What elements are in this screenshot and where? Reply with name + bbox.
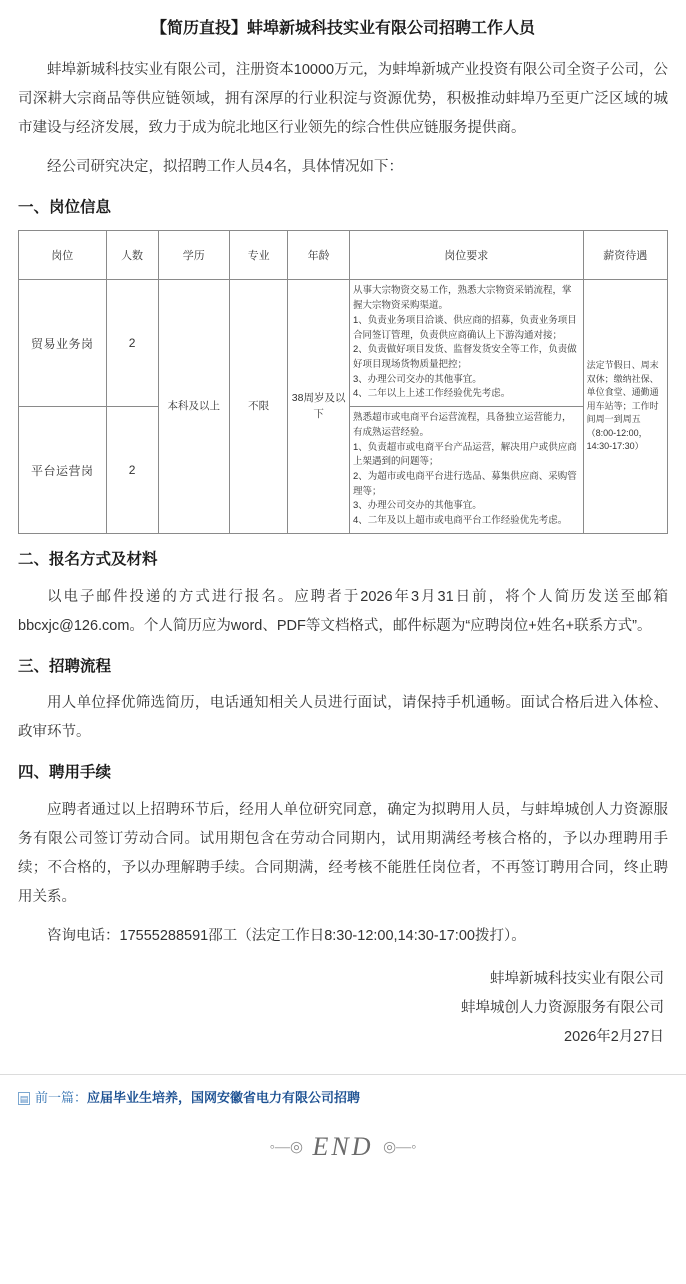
- requirement-line: 3、办理公司交办的其他事宜。: [352, 373, 482, 385]
- previous-article-link[interactable]: 应届毕业生培养，国网安徽省电力有限公司招聘: [87, 1090, 361, 1106]
- cell-salary: 法定节假日、周末双休；缴纳社保、单位食堂、通勤通用车站等；工作时间周一到周五（8:00-12:00，14:30-17:30）: [583, 280, 667, 534]
- intro-paragraph-2: 经公司研究决定，拟招聘工作人员4名，具体情况如下：: [47, 158, 404, 175]
- header-age: 年龄: [288, 231, 350, 280]
- cell-post-1: 贸易业务岗: [19, 280, 107, 407]
- cell-major: 不限: [229, 280, 287, 534]
- signature-date: 2026年2月27日: [564, 1029, 664, 1046]
- cell-post-2: 平台运营岗: [19, 407, 107, 534]
- section-heading-hire: 四、聘用手续: [18, 764, 112, 782]
- process-paragraph: 用人单位择优筛选简历，电话通知相关人员进行面试，请保持手机通畅。面试合格后进入体检、政审环节。: [18, 695, 668, 741]
- requirement-line: 2、为超市或电商平台进行选品、募集供应商、采购管理等；: [352, 471, 577, 497]
- previous-article-bar[interactable]: [0, 1074, 686, 1112]
- signature-company-1: 蚌埠新城科技实业有限公司: [490, 971, 664, 988]
- document-icon: ▤: [19, 1094, 29, 1105]
- section-heading-apply: 二、报名方式及材料: [18, 550, 158, 568]
- cell-requirements-1: [349, 280, 583, 407]
- hire-paragraph: 应聘者通过以上招聘环节后，经用人单位研究同意，确定为拟聘用人员，与蚌埠城创人力资源服务有限公司签订劳动合同。试用期包含在劳动合同期内，试用期满经考核合格的，予以办理聘用手续；不合格的，予以办理解聘手续。合同期满，经考核不能胜任岗位者，不再签订聘用合同，终止聘用关系。: [18, 802, 668, 906]
- end-deco-left: ◦—◎: [269, 1139, 303, 1156]
- previous-article-label: 前一篇：: [35, 1090, 88, 1106]
- signature-company-2: 蚌埠城创人力资源服务有限公司: [461, 1000, 664, 1017]
- end-label: END: [312, 1132, 374, 1162]
- requirement-line: 4、二年及以上超市或电商平台工作经验优先考虑。: [352, 515, 568, 527]
- cell-education: 本科及以上: [158, 280, 229, 534]
- cell-number-2: 2: [106, 407, 158, 534]
- requirement-line: 3、办理公司交办的其他事宜。: [352, 500, 482, 512]
- requirement-line: 1、负责超市或电商平台产品运营，解决用户或供应商上架遇到的问题等；: [352, 441, 577, 468]
- cell-age: 38周岁及以下: [288, 280, 350, 534]
- page-title: 【简历直投】蚌埠新城科技实业有限公司招聘工作人员: [150, 20, 535, 37]
- table-header-row: [19, 231, 668, 280]
- contact-phone-paragraph: 咨询电话：17555288591邵工（法定工作日8:30-12:00,14:30-17:00拨打）。: [47, 928, 526, 945]
- header-post: 岗位: [19, 231, 107, 280]
- intro-paragraph-1: 蚌埠新城科技实业有限公司，注册资本10000万元，为蚌埠新城产业投资有限公司全资子公司，公司深耕大宗商品等供应链领域，拥有深厚的行业积淀与资源优势，积极推动蚌埠乃至更广泛区域的城市建设与经济发展，致力于成为皖北地区行业领先的综合性供应链服务提供商。: [18, 61, 668, 136]
- table-row: [19, 280, 668, 407]
- end-marker: [0, 1112, 686, 1178]
- positions-table: [18, 230, 668, 534]
- requirement-line: 4、二年以上上述工作经验优先考虑。: [352, 388, 511, 400]
- end-deco-right: ◎—◦: [383, 1139, 417, 1156]
- cell-requirements-2: [349, 407, 583, 534]
- requirement-line: 2、负责做好项目发货、监督发货安全等工作，负责做好项目现场货物质量把控；: [352, 344, 577, 370]
- header-requirements: 岗位要求: [349, 231, 583, 280]
- header-education: 学历: [158, 231, 229, 280]
- section-heading-process: 三、招聘流程: [18, 657, 112, 675]
- section-heading-positions: 一、岗位信息: [18, 198, 112, 216]
- requirement-line: 熟悉超市或电商平台运营流程，具备独立运营能力，有成熟运营经验。: [352, 412, 572, 438]
- signature-block: [18, 965, 668, 1052]
- requirement-line: 从事大宗物资交易工作，熟悉大宗物资采销流程，掌握大宗物资采购渠道。: [352, 285, 572, 312]
- header-salary: 薪资待遇: [583, 231, 667, 280]
- apply-paragraph: 以电子邮件投递的方式进行报名。应聘者于2026年3月31日前，将个人简历发送至邮箱bbcxjc@126.com。个人简历应为word、PDF等文档格式，邮件标题为“应聘岗位+姓名+联系方式”。: [18, 588, 668, 634]
- cell-number-1: 2: [106, 280, 158, 407]
- requirement-line: 1、负责业务项目洽谈、供应商的招募，负责业务项目合同签订管理，负责供应商确认上下游沟通对接；: [352, 314, 577, 341]
- header-major: 专业: [229, 231, 287, 280]
- header-number: 人数: [106, 231, 158, 280]
